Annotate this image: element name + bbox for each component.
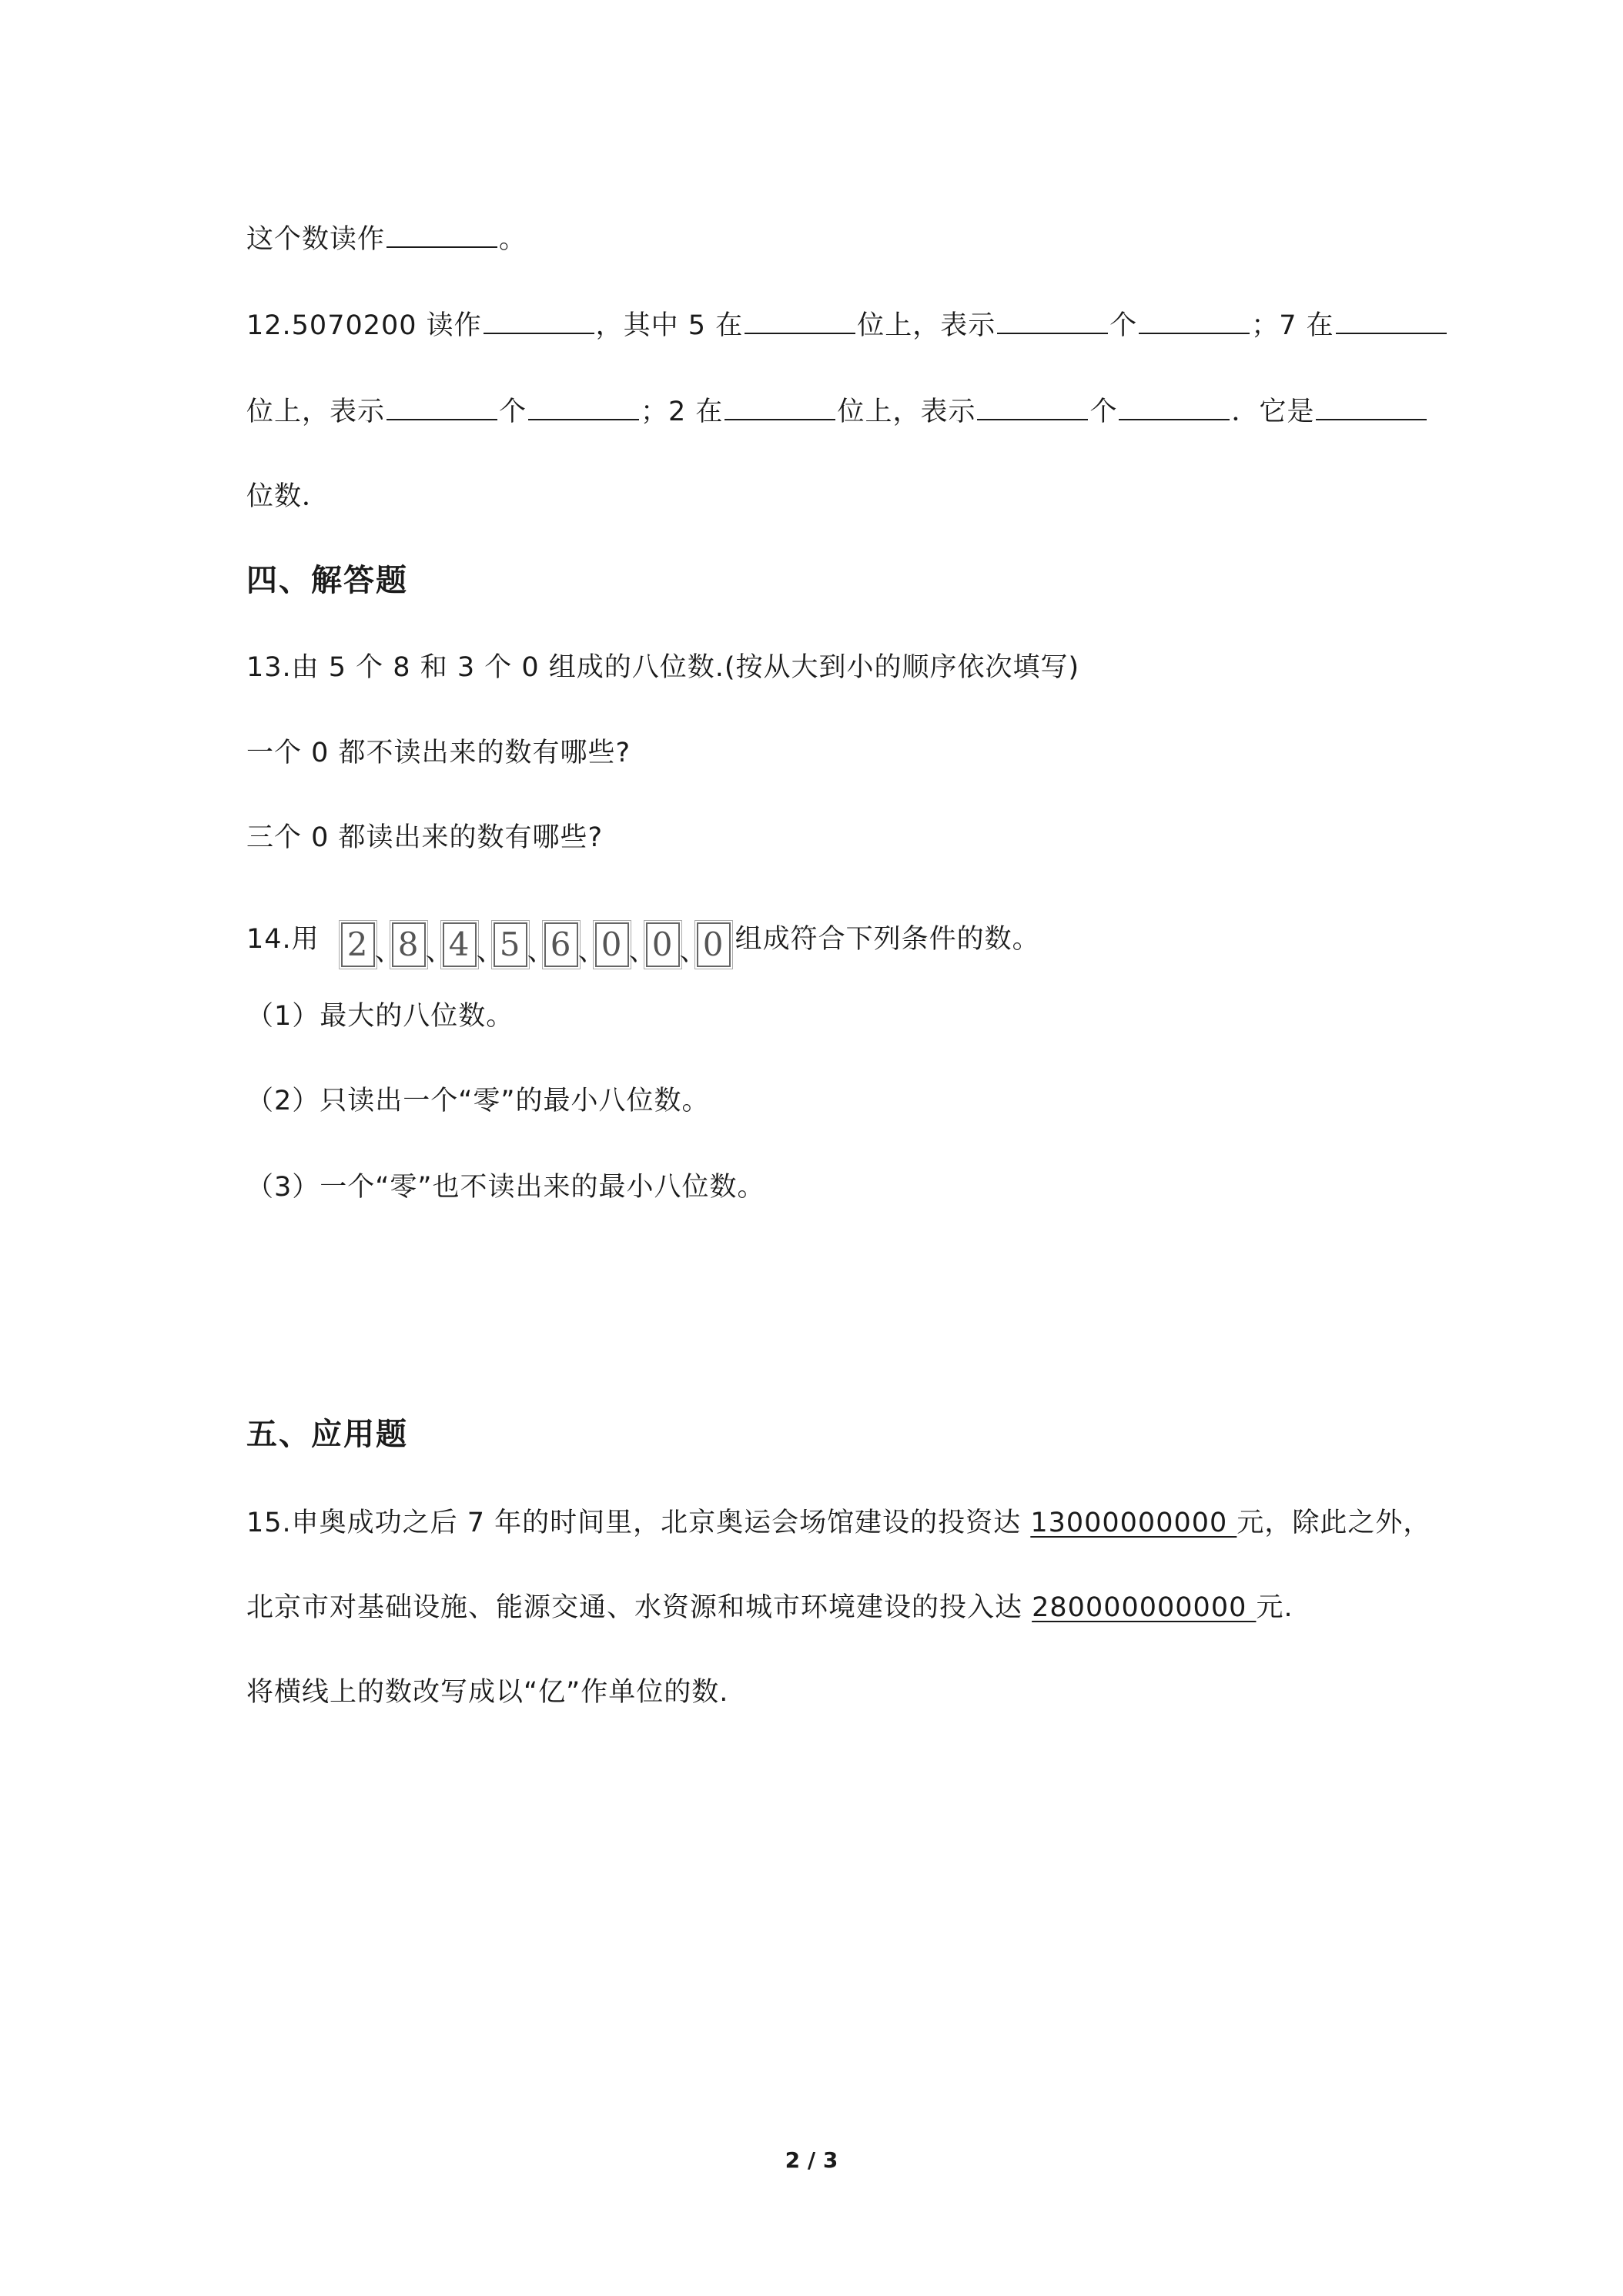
q14-suffix: 组成符合下列条件的数。 [735,924,1040,955]
q12-text: 个 [1109,310,1138,341]
digit-separator: 、 [577,936,606,967]
digit-separator: 、 [425,936,453,967]
digit-cards [341,922,731,967]
q12-text: 位上，表示 [246,397,386,427]
q14-prefix: 14.用 [246,924,320,955]
q14-stem [246,920,1040,967]
section-heading-5: 五、应用题 [246,1417,408,1452]
digit-separator: 、 [374,936,403,967]
q12-line-2 [246,393,1428,431]
q15-line-2 [246,1588,1293,1627]
q15-text: 元. [1256,1592,1293,1623]
q12-text: 位上，表示 [837,397,976,427]
q15-text: 元，除此之外， [1236,1508,1431,1538]
answer-blank[interactable] [1139,308,1250,334]
digit-card: 6 [544,922,578,967]
q14-item-1: （1）最大的八位数。 [246,1001,514,1032]
q12-text: 位上，表示 [857,310,996,341]
q12-text: 个 [1089,397,1118,427]
q15-text: 北京市对基础设施、能源交通、水资源和城市环境建设的投入达 [246,1592,1032,1623]
digit-card: 5 [494,922,527,967]
answer-blank[interactable] [745,308,855,334]
q12-text: ；2 在 [641,397,724,427]
q15-text: 15.申奥成功之后 7 年的时间里，北京奥运会场馆建设的投资达 [246,1508,1031,1538]
digit-card: 4 [443,922,477,967]
answer-blank[interactable] [387,394,497,420]
answer-blank[interactable] [724,394,835,420]
digit-card: 8 [392,922,426,967]
digit-separator: 、 [527,936,555,967]
answer-blank[interactable] [1316,394,1427,420]
q11-tail-suffix: 。 [499,224,527,255]
digit-separator: 、 [628,936,657,967]
underlined-number: 280000000000 [1032,1592,1257,1623]
q12-text: ，其中 5 在 [595,310,744,341]
answer-blank[interactable] [1336,308,1447,334]
q15-line-1 [246,1504,1431,1542]
digit-card: 2 [341,922,375,967]
digit-separator: 、 [679,936,708,967]
q12-text: ；7 在 [1251,310,1334,341]
underlined-number: 13000000000 [1030,1508,1237,1538]
answer-blank[interactable] [387,222,497,248]
q12-text: ．它是 [1231,397,1315,427]
digit-separator: 、 [476,936,504,967]
q14-item-3: （3）一个“零”也不读出来的最小八位数。 [246,1172,765,1203]
digit-card: 0 [697,922,731,967]
q13-stem: 13.由 5 个 8 和 3 个 0 组成的八位数.(按从大到小的顺序依次填写) [246,652,1080,683]
q12-text: 个 [499,397,527,427]
q12-line-1 [246,306,1448,345]
q14-item-2: （2）只读出一个“零”的最小八位数。 [246,1086,710,1116]
q11-tail-line [246,220,527,259]
section-heading-4: 四、解答题 [246,563,408,598]
answer-blank[interactable] [977,394,1088,420]
answer-blank[interactable] [997,308,1108,334]
answer-blank[interactable] [1119,394,1230,420]
answer-blank[interactable] [528,394,639,420]
q12-text: 12.5070200 读作 [246,310,482,341]
q15-line-3: 将横线上的数改写成以“亿”作单位的数. [246,1677,729,1708]
q12-line-3: 位数． [246,481,330,512]
answer-blank[interactable] [484,308,594,334]
digit-card: 0 [595,922,629,967]
q13-part-b: 三个 0 都读出来的数有哪些? [246,822,604,853]
q13-part-a: 一个 0 都不读出来的数有哪些? [246,738,631,768]
digit-card: 0 [646,922,680,967]
page-number: 2 / 3 [785,2147,838,2173]
q11-tail-prefix: 这个数读作 [246,224,386,255]
